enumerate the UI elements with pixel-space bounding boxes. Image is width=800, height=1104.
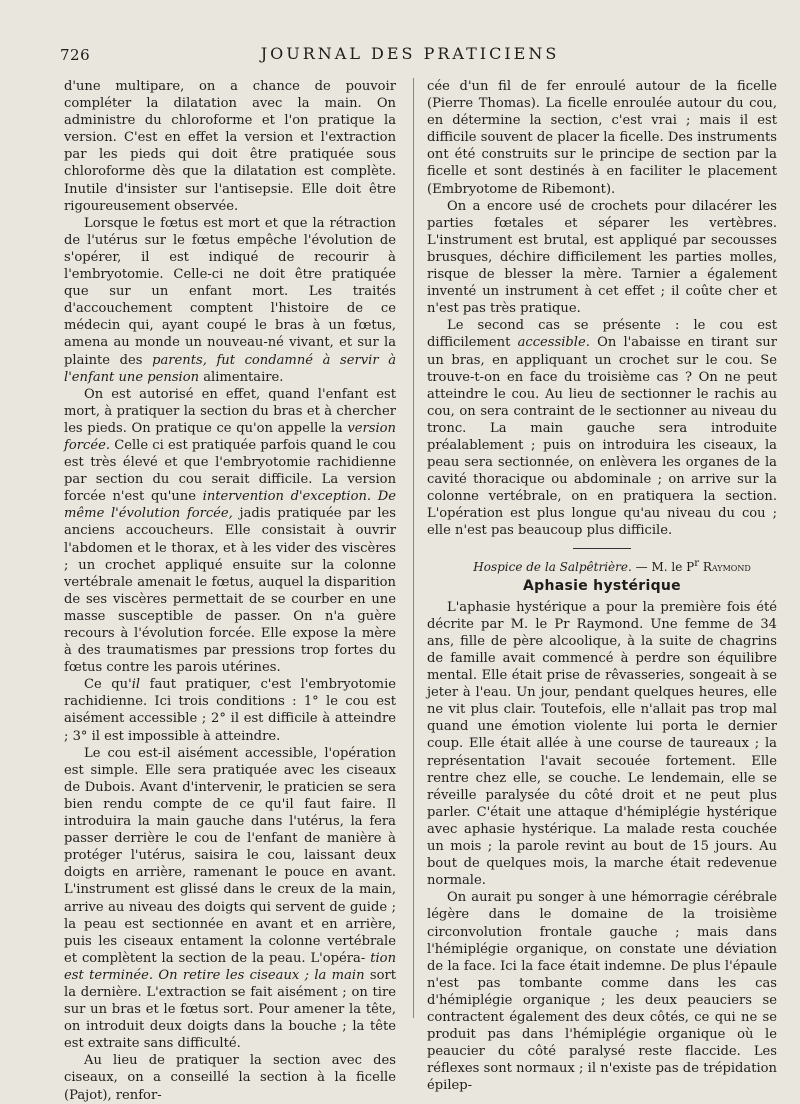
journal-title: JOURNAL DES PRATICIENS: [260, 44, 560, 63]
page-header: [0, 44, 800, 68]
paragraph: On a encore usé de crochets pour dilacérer les parties fœtales et séparer les vertèbres. L'instrument est brutal, est appliqué par secousses brusques, déchire difficilement les parties molles, risque de blesser la mère. Tarnier a également inventé un instrument à cet effet ; il coûte cher et n'est pas très pratique.: [427, 198, 777, 317]
paragraph: cée d'un fil de fer enroulé autour de la ficelle (Pierre Thomas). La ficelle enroulée autour du cou, en détermine la section, c'est vrai ; mais il est difficile souvent de placer la ficelle. Des instruments ont été construits sur le principe de section par la ficelle et sont destinés à en faciliter le placement (Embryotome de Ribemont).: [427, 79, 777, 197]
paragraph: Ce qu'il faut pratiquer, c'est l'embryotomie rachidienne. Ici trois conditions : 1° le cou est aisément accessible ; 2° il est difficile à atteindre ; 3° il est impossible à atteindre.: [64, 677, 397, 744]
paragraph: Lorsque le fœtus est mort et que la rétraction de l'utérus sur le fœtus empêche l'évolution de s'opérer, il est indiqué de recourir à l'embryotomie. Celle-ci ne doit être pratiquée que sur un enfant mort. Les traités d'accouchement comptent l'histoire de ce médecin qui, ayant coupé le bras à un fœtus, amena au monde un nouveau-né vivant, et sur la plainte des parents, fut condamné à servir à l'enfant une pension alimentaire.: [64, 215, 396, 385]
page-number: 726: [60, 46, 91, 64]
left-column: [64, 78, 396, 1104]
section-separator: [573, 548, 631, 549]
paragraph: On est autorisé en effet, quand l'enfant est mort, à pratiquer la section du bras et à chercher les pieds. On pratique ce qu'on appelle la version forcée. Celle ci est pratiquée parfois quand le cou est très élevé et que l'embryotomie rachidienne par section du cou serait difficile. La version forcée n'est qu'une intervention d'exception. De même l'évolution forcée, jadis pratiquée par les anciens accoucheurs. Elle consistait à ouvrir l'abdomen et le thorax, et à les vider des viscères ; un crochet appliqué ensuite sur la colonne vertébrale amenait le fœtus, auquel la disparition de ses viscères permettait de se courber en une masse susceptible de passer. On n'a guère recours à l'évolution forcée. Elle expose la mère à des traumatismes par pressions trop fortes du fœtus contre les parois utérines.: [64, 386, 396, 676]
right-column: [427, 78, 777, 1094]
paragraph: On aurait pu songer à une hémorragie cérébrale légère dans le domaine de la troisième circonvolution frontale gauche ; mais dans l'hémiplégie organique, on constate une déviation de la face. Ici la face était indemne. De plus l'épaule n'est pas tombante comme dans les cas d'hémiplégie organique ; les deux peauciers se contractent également des deux côtés, ce qui ne se produit pas dans l'hémiplégie organique où le peaucier du côté paralysé reste flaccide. Les réflexes sont normaux ; il n'existe pas de trépidation épilep-: [427, 890, 777, 1094]
paragraph: d'une multipare, on a chance de pouvoir compléter la dilatation avec la main. On administre du chloroforme et l'on pratique la version. C'est en effet la version et l'extraction par les pieds qui doit être pratiquée sous chloroforme dès que la dilatation est complète. Inutile d'insister sur l'antisepsie. Elle doit être rigoureusement observée.: [64, 79, 396, 214]
paragraph: Le cou est-il aisément accessible, l'opération est simple. Elle sera pratiquée avec les ciseaux de Dubois. Avant d'intervenir, le praticien se sera bien rendu compte de ce qu'il faut faire. Il introduira la main gauche dans l'utérus, la fera passer derrière le cou de l'enfant de manière à protéger l'utérus, saisira le cou, laissant deux doigts en arrière, ramenant le pouce en avant. L'instrument est glissé dans le creux de la main, arrive au niveau des doigts qui servent de guide ; la peau est sectionnée en avant et en arrière, puis les ciseaux entament la colonne vertébrale et complètent la section de la peau. L'opéra- tion est terminée. On retire les ciseaux ; la main sort la dernière. L'extraction se fait aisément ; on tire sur un bras et le fœtus sort. Pour amener la tête, on introduit deux doigts dans la bouche ; la tête est extraite sans difficulté.: [64, 745, 396, 1052]
paragraph: L'aphasie hystérique a pour la première fois été décrite par M. le Pr Raymond. Une femme de 34 ans, fille de père alcoolique, à la suite de chagrins de famille avait commencé à perdre son équilibre mental. Elle était prise de rêvasseries, songeait à se jeter à l'eau. Un jour, pendant quelques heures, elle ne vit plus clair. Toutefois, elle n'allait pas trop mal quand une émotion violente lui porta le dernier coup. Elle était allée à une course de taureaux ; la représentation l'avait secouée fortement. Elle rentre chez elle, se couche. Le lendemain, elle se réveille paralysée du côté droit et ne peut plus parler. C'était une attaque d'hémiplégie hystérique avec aphasie hystérique. La malade resta couchée un mois ; la parole revint au bout de 15 jours. Au bout de quelques mois, la marche était redevenue normale.: [427, 599, 777, 889]
paragraph: Le second cas se présente : le cou est difficilement accessible. On l'abaisse en tirant sur un bras, en appliquant un crochet sur le cou. Se trouve-t-on en face du troisième cas ? On ne peut atteindre le cou. Au lieu de sectionner le rachis au cou, on sera contraint de le sectionner au niveau du tronc. La main gauche sera introduite préalablement ; puis on introduira les ciseaux, la peau sera sectionnée, on enlèvera les organes de la cavité thoracique ou abdominale ; on arrive sur la colonne vertébrale, on en pratiquera la section. L'opération est plus longue qu'au niveau du cou ; elle n'est pas beaucoup plus difficile.: [427, 318, 777, 539]
article-source: Hospice de la Salpêtrière. — M. le $P^r$ Raymond: [473, 557, 751, 574]
paragraph: Au lieu de pratiquer la section avec des ciseaux, on a conseillé la section à la ficelle (Pajot), renfor-: [64, 1053, 396, 1103]
column-divider: [413, 78, 414, 1018]
article-title: Aphasie hystérique: [523, 577, 681, 594]
